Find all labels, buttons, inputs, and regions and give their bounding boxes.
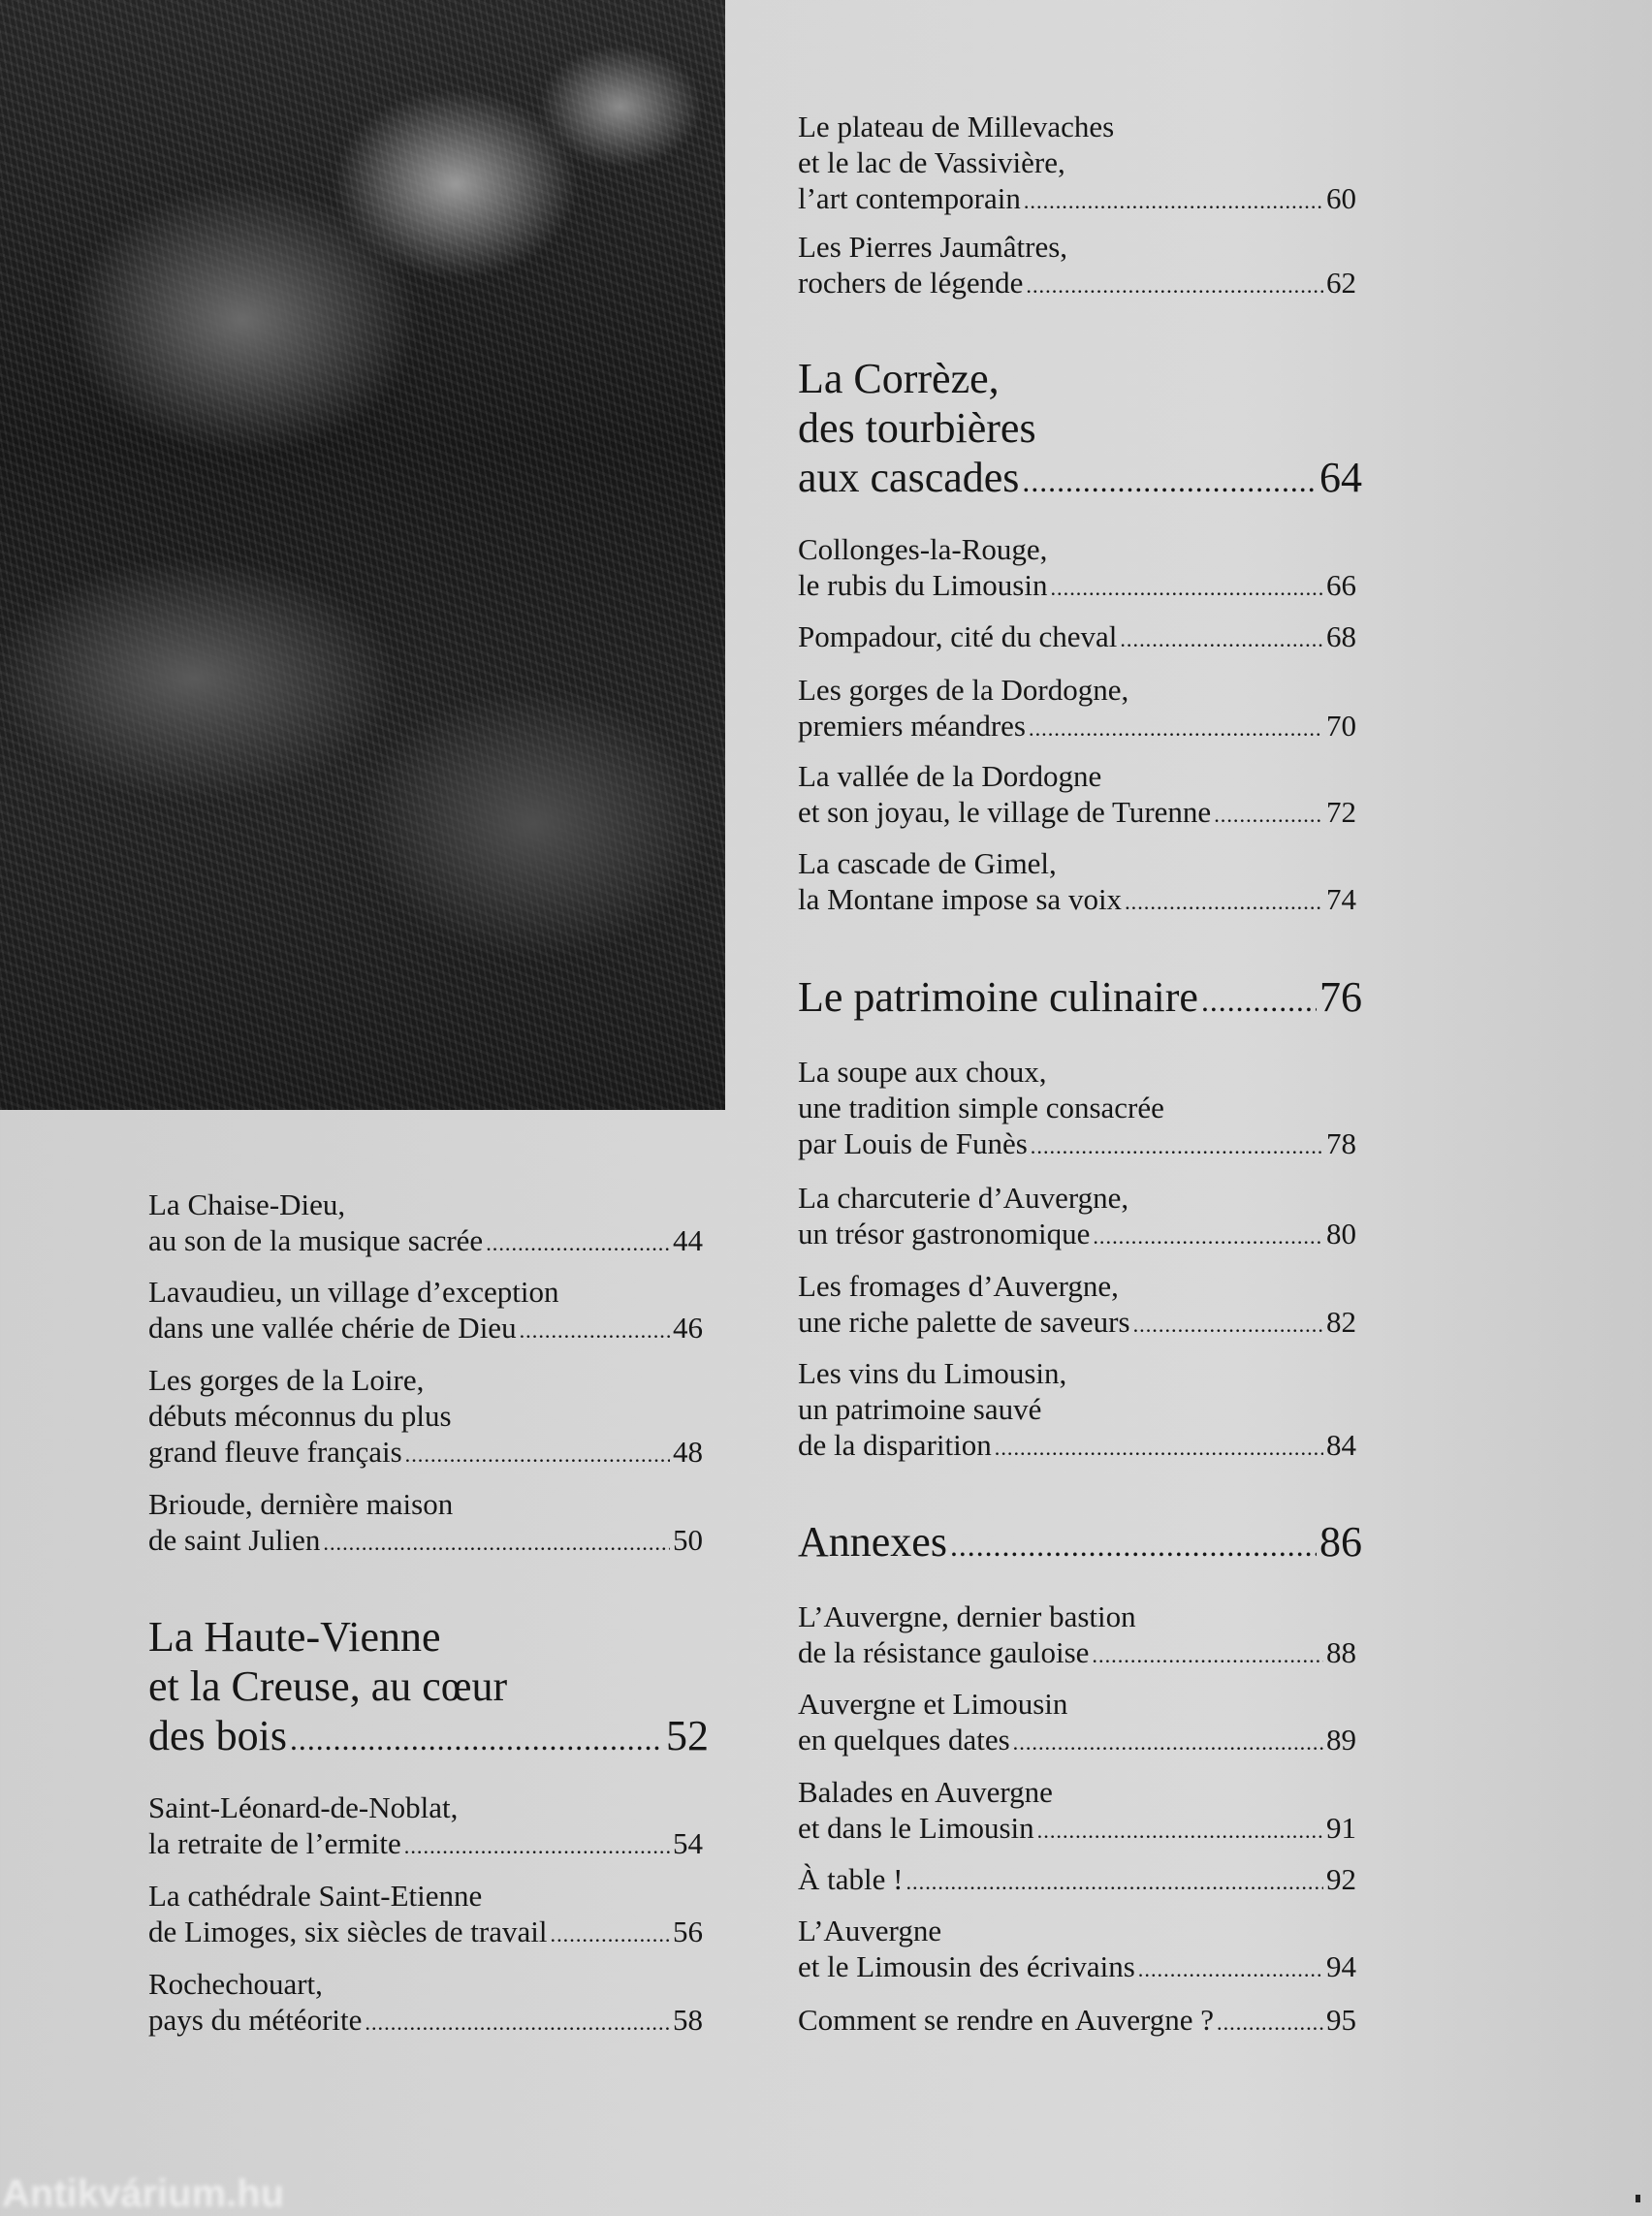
toc-entry-title-line: La Corrèze, [798,355,1000,402]
page-number: 89 [1326,1723,1356,1757]
toc-entry-last-line [798,1304,1356,1343]
toc-entry-title-line: et le lac de Vassivière, [798,145,1065,179]
toc-entry-last-line [798,972,1362,1026]
toc-entry-last-line [798,265,1356,303]
toc-entry [148,1486,703,1561]
page-number: 46 [673,1311,703,1345]
toc-entry-last-line [798,1216,1356,1254]
toc-entry-last-line [798,618,1356,657]
dot-leader [1092,1637,1323,1673]
dot-leader [905,1864,1323,1900]
toc-entry [148,1966,703,2041]
toc-entry-title-line: La cascade de Gimel, [798,846,1057,880]
page-number: 50 [673,1523,703,1557]
toc-entry-title-line: Annexes [798,1518,947,1566]
toc-entry [148,1789,703,1864]
toc-entry-last-line [148,1434,703,1472]
toc-entry-last-line [148,2002,703,2041]
toc-entry-title-line: Rochechouart, [148,1967,323,2001]
page-number: 94 [1326,1949,1356,1983]
toc-entry-title-line: Lavaudieu, un village d’exception [148,1275,559,1309]
toc-entry-title-line: L’Auvergne [798,1914,942,1947]
toc-entry-title-line: de la résistance gauloise [798,1635,1090,1669]
toc-entry-last-line [798,1722,1356,1760]
toc-entry-title-line: au son de la musique sacrée [148,1223,484,1257]
toc-section-heading [798,972,1362,1026]
dot-leader [1031,1128,1323,1164]
toc-entry-title-line: par Louis de Funès [798,1126,1028,1160]
page-number: 74 [1326,882,1356,916]
toc-entry-title-line: Les gorges de la Dordogne, [798,673,1129,707]
page-number: 54 [673,1826,703,1860]
toc-entry-title-line: la Montane impose sa voix [798,882,1123,916]
page-number: 58 [673,2003,703,2037]
toc-entry-title-line: grand fleuve français [148,1435,402,1469]
toc-entry-title-line: Les gorges de la Loire, [148,1363,425,1397]
toc-entry-title-line: des bois [148,1712,287,1759]
toc-entry-title-line: Les fromages d’Auvergne, [798,1269,1119,1303]
dot-leader [1133,1307,1323,1343]
toc-entry [148,1362,703,1472]
page-number: 92 [1326,1862,1356,1896]
dot-leader [995,1430,1323,1466]
page-number: 48 [673,1435,703,1469]
toc-section-heading [148,1612,709,1764]
page-number: 88 [1326,1635,1356,1669]
toc-entry-last-line [798,1634,1356,1673]
toc-entry-title-line: et dans le Limousin [798,1811,1034,1845]
page-number: 66 [1326,568,1356,602]
toc-entry-title-line: la retraite de l’ermite [148,1826,401,1860]
dot-leader [950,1521,1317,1570]
toc-entry [798,1355,1356,1466]
dot-leader [365,2005,670,2041]
dot-leader [1024,183,1323,219]
dot-leader [1214,797,1323,833]
toc-entry [798,1913,1356,1987]
dot-leader [1217,2005,1323,2041]
toc-entry [798,2002,1356,2041]
toc-entry-title-line: pays du météorite [148,2003,363,2037]
toc-entry-title-line: et le Limousin des écrivains [798,1949,1135,1983]
toc-entry-title-line: La cathédrale Saint-Etienne [148,1879,483,1913]
page-number: 68 [1326,619,1356,653]
dot-leader [1013,1725,1323,1760]
toc-entry-last-line [148,1914,703,1952]
page-edge-mark [1636,2195,1640,2202]
toc-entry [798,758,1356,833]
toc-entry-last-line [798,1948,1356,1987]
toc-entry [798,672,1356,746]
toc-entry-title-line: Les Pierres Jaumâtres, [798,230,1068,264]
toc-entry-title-line: Auvergne et Limousin [798,1687,1068,1721]
toc-entry-title-line: débuts méconnus du plus [148,1399,452,1433]
toc-entry-last-line [798,453,1362,506]
page-number: 86 [1319,1518,1362,1566]
toc-entry [798,1686,1356,1760]
page-number: 82 [1326,1305,1356,1339]
toc-entry-title-line: La vallée de la Dordogne [798,759,1102,793]
forest-photograph [0,0,725,1110]
dot-leader [1201,976,1317,1026]
toc-entry-title-line: Le plateau de Millevaches [798,110,1115,143]
toc-entry [798,1774,1356,1849]
page-number: 95 [1326,2003,1356,2037]
toc-entry [798,618,1356,657]
toc-entry [798,229,1356,303]
dot-leader [323,1525,670,1561]
dot-leader [1050,570,1323,606]
toc-entry-title-line: une riche palette de saveurs [798,1305,1130,1339]
dot-leader [1022,457,1317,506]
toc-entry-title-line: Pompadour, cité du cheval [798,619,1118,653]
toc-entry-title-line: des tourbières [798,404,1036,452]
toc-entry-title-line: Brioude, dernière maison [148,1487,454,1521]
dot-leader [1037,1813,1323,1849]
toc-entry-title-line: de saint Julien [148,1523,321,1557]
toc-entry-title-line: La charcuterie d’Auvergne, [798,1181,1129,1215]
dot-leader [520,1313,670,1348]
page-number: 70 [1326,709,1356,743]
toc-section-heading [798,1517,1362,1570]
toc-entry-last-line [798,881,1356,920]
dot-leader [404,1828,670,1864]
toc-section-heading [798,354,1362,506]
toc-entry [148,1187,703,1261]
toc-entry-last-line [148,1522,703,1561]
toc-entry-title-line: rochers de légende [798,266,1024,300]
toc-entry-title-line: l’art contemporain [798,181,1021,215]
dot-leader [1138,1951,1323,1987]
toc-entry-title-line: premiers méandres [798,709,1026,743]
dot-leader [1026,268,1323,303]
toc-entry-last-line [798,794,1356,833]
toc-entry-last-line [798,567,1356,606]
toc-entry-last-line [798,1517,1362,1570]
toc-entry-last-line [798,708,1356,746]
toc-entry-title-line: dans une vallée chérie de Dieu [148,1311,517,1345]
page-number: 78 [1326,1126,1356,1160]
toc-entry-last-line [798,180,1356,219]
toc-entry [798,1180,1356,1254]
toc-entry-title-line: La Haute-Vienne [148,1613,441,1661]
toc-entry [798,1861,1356,1900]
dot-leader [486,1225,670,1261]
toc-entry-last-line [798,2002,1356,2041]
dot-leader [405,1437,670,1472]
toc-entry-title-line: L’Auvergne, dernier bastion [798,1599,1136,1633]
page-number: 56 [673,1915,703,1948]
watermark: Antikvárium.hu [2,2172,285,2215]
toc-entry [798,1599,1356,1673]
toc-entry-last-line [148,1310,703,1348]
toc-entry-title-line: un trésor gastronomique [798,1217,1091,1250]
page-number: 84 [1326,1428,1356,1462]
toc-entry-title-line: Les vins du Limousin, [798,1356,1067,1390]
toc-entry-title-line: en quelques dates [798,1723,1010,1757]
toc-entry-title-line: Le patrimoine culinaire [798,973,1198,1021]
toc-entry-last-line [798,1810,1356,1849]
toc-entry-title-line: La soupe aux choux, [798,1055,1047,1089]
dot-leader [1125,884,1323,920]
page-number: 76 [1319,973,1362,1021]
toc-entry-last-line [798,1861,1356,1900]
page-number: 72 [1326,795,1356,829]
toc-entry-last-line [148,1222,703,1261]
dot-leader [551,1916,671,1952]
toc-entry [798,845,1356,920]
dot-leader [1093,1219,1323,1254]
page-number: 91 [1326,1811,1356,1845]
toc-entry [148,1878,703,1952]
toc-entry [798,1268,1356,1343]
toc-entry-title-line: et son joyau, le village de Turenne [798,795,1212,829]
toc-entry-title-line: le rubis du Limousin [798,568,1048,602]
toc-entry-title-line: Collonges-la-Rouge, [798,532,1048,566]
toc-entry-title-line: aux cascades [798,454,1020,501]
toc-entry [798,109,1356,219]
toc-entry-title-line: À table ! [798,1862,904,1896]
toc-entry-title-line: de la disparition [798,1428,992,1462]
page-number: 62 [1326,266,1356,300]
page-number: 60 [1326,181,1356,215]
toc-entry-title-line: Comment se rendre en Auvergne ? [798,2003,1214,2037]
page-number: 44 [673,1223,703,1257]
toc-entry-title-line: une tradition simple consacrée [798,1091,1164,1124]
dot-leader [1029,711,1323,746]
toc-entry-title-line: et la Creuse, au cœur [148,1662,508,1710]
toc-entry-title-line: La Chaise-Dieu, [148,1187,346,1221]
toc-entry-last-line [148,1711,709,1764]
page-number: 64 [1319,454,1362,501]
page-number: 52 [666,1712,709,1759]
toc-entry-title-line: Saint-Léonard-de-Noblat, [148,1790,459,1824]
dot-leader [290,1715,663,1764]
toc-entry-last-line [798,1125,1356,1164]
page-number: 80 [1326,1217,1356,1250]
toc-entry-last-line [148,1825,703,1864]
toc-entry [798,1054,1356,1164]
toc-entry [148,1274,703,1348]
toc-entry-title-line: un patrimoine sauvé [798,1392,1042,1426]
dot-leader [1120,621,1323,657]
toc-entry-title-line: de Limoges, six siècles de travail [148,1915,548,1948]
toc-entry-title-line: Balades en Auvergne [798,1775,1053,1809]
toc-entry [798,531,1356,606]
toc-entry-last-line [798,1427,1356,1466]
